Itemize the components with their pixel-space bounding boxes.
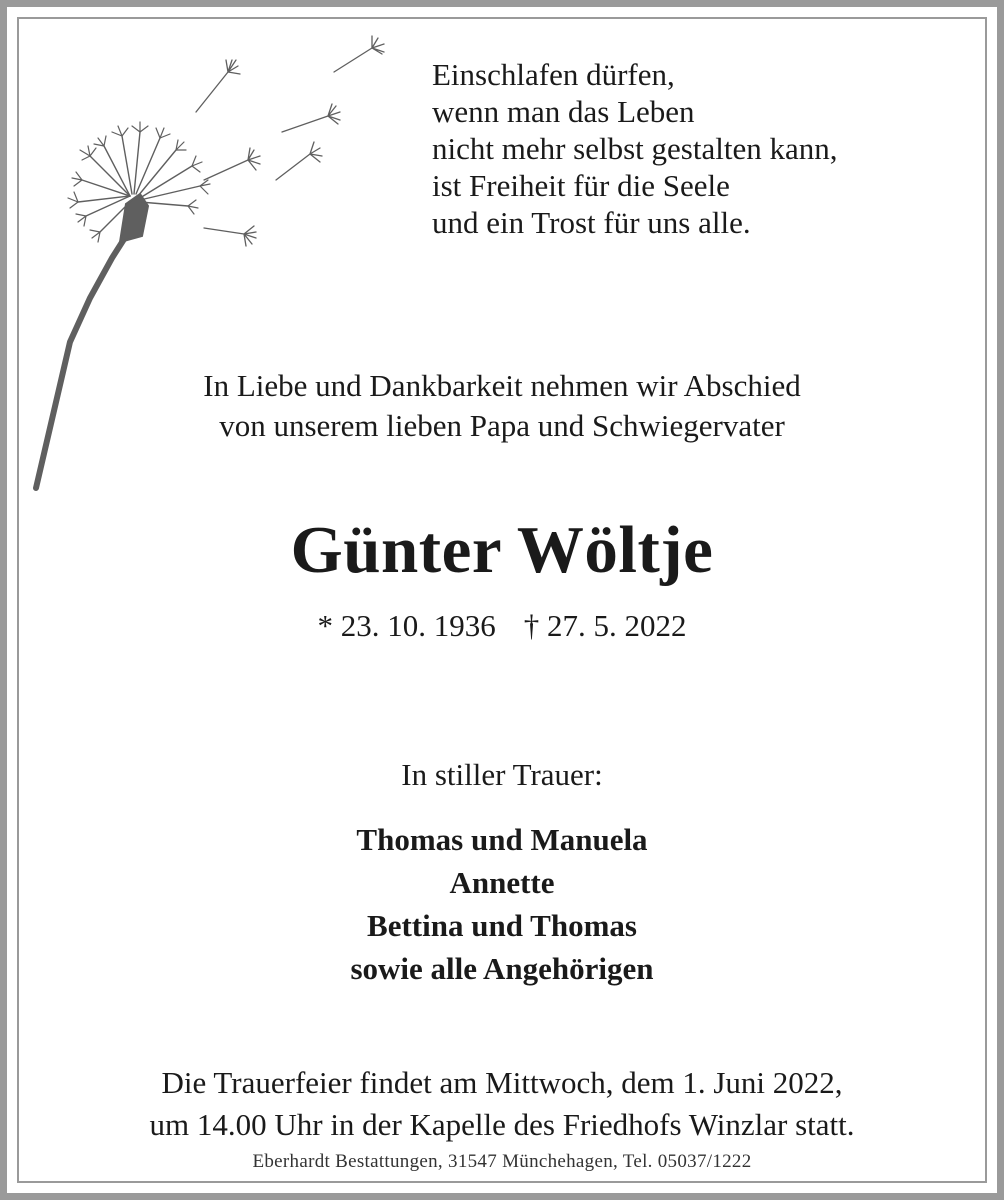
farewell-intro [0, 366, 1004, 446]
poem-line: nicht mehr selbst gestalten kann, [432, 131, 838, 166]
undertaker-footer: Eberhardt Bestattungen, 31547 Münchehagen, Tel. 05037/1222 [252, 1151, 752, 1172]
ceremony-line: um 14.00 Uhr in der Kapelle des Friedhofs Winzlar statt. [149, 1107, 855, 1142]
mourner-name: Bettina und Thomas [367, 908, 637, 943]
poem-line: und ein Trost für uns alle. [432, 205, 751, 240]
poem-line: Einschlafen dürfen, [432, 57, 675, 92]
poem [432, 56, 952, 241]
mourner-name: Thomas und Manuela [356, 822, 648, 857]
birth-date: * 23. 10. 1936 [317, 608, 496, 643]
mourning-heading: In stiller Trauer: [401, 757, 603, 792]
intro-line: In Liebe und Dankbarkeit nehmen wir Abschied [203, 368, 801, 403]
poem-line: ist Freiheit für die Seele [432, 168, 730, 203]
ceremony-line: Die Trauerfeier findet am Mittwoch, dem 1. Juni 2022, [161, 1065, 843, 1100]
deceased-name: Günter Wöltje [290, 513, 714, 587]
life-dates [0, 606, 1004, 646]
ceremony-info [0, 1062, 1004, 1146]
mourners-list [0, 818, 1004, 990]
poem-line: wenn man das Leben [432, 94, 695, 129]
intro-line: von unserem lieben Papa und Schwiegervater [219, 408, 785, 443]
mourner-name: sowie alle Angehörigen [350, 951, 654, 986]
mourner-name: Annette [449, 865, 555, 900]
death-date: † 27. 5. 2022 [523, 608, 687, 643]
